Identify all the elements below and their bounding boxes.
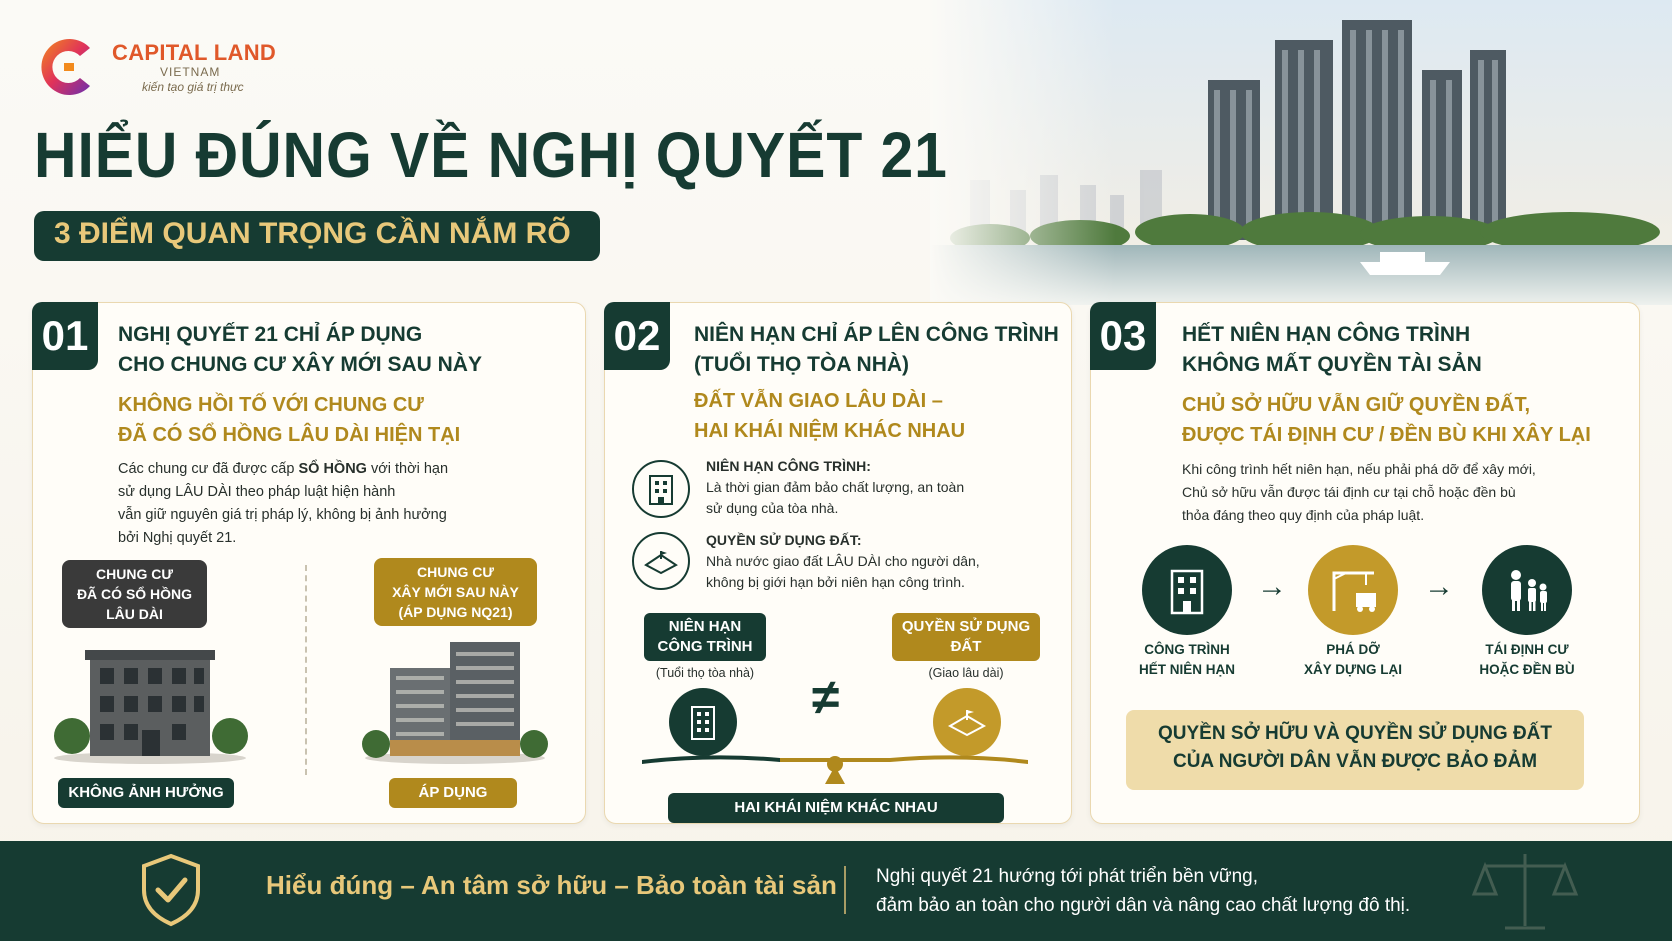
not-affected-label: KHÔNG ẢNH HƯỞNG <box>58 778 234 808</box>
definition-construction: NIÊN HẠN CÔNG TRÌNH: Là thời gian đảm bảo chất lượng, an toàn sử dụng của tòa nhà. <box>706 458 965 516</box>
new-building-icon <box>360 632 550 764</box>
step-resettle-caption: TÁI ĐỊNH CƯ HOẶC ĐỀN BÙ <box>1479 642 1575 677</box>
brand-tagline: kiến tạo giá trị thực <box>142 80 244 94</box>
applied-label: ÁP DỤNG <box>389 778 517 808</box>
two-concepts-label: HAI KHÁI NIỆM KHÁC NHAU <box>668 793 1004 823</box>
crane-icon <box>1308 545 1398 635</box>
new-apartment-tag: CHUNG CƯ XÂY MỚI SAU NÀY (ÁP DỤNG NQ21) <box>374 558 537 626</box>
hero-cityscape-image <box>930 0 1672 305</box>
old-building-icon <box>50 636 250 764</box>
card-1-number: 01 <box>32 302 98 370</box>
card-2-highlight: ĐẤT VẪN GIAO LÂU DÀI – HAI KHÁI NIỆM KHÁC NHAU <box>694 390 966 442</box>
arrow-icon: → <box>1424 570 1454 603</box>
card-2-number: 02 <box>604 302 670 370</box>
footer-slogan: Hiểu đúng – An tâm sở hữu – Bảo toàn tài sản <box>266 870 837 900</box>
page-title: HIỂU ĐÚNG VỀ NGHỊ QUYẾT 21 <box>34 119 948 191</box>
land-use-note: (Giao lâu dài) <box>928 666 1004 680</box>
existing-apartment-tag: CHUNG CƯ ĐÃ CÓ SỔ HỒNG LÂU DÀI <box>62 560 207 628</box>
footer-text: Nghị quyết 21 hướng tới phát triển bền vững, đảm bảo an toàn cho người dân và nâng cao chất lượng đô thị. <box>876 866 1411 916</box>
brand-country: VIETNAM <box>160 65 221 79</box>
step-expired-caption: CÔNG TRÌNH HẾT NIÊN HẠN <box>1138 642 1235 677</box>
card-2-heading: NIÊN HẠN CHỈ ÁP LÊN CÔNG TRÌNH (TUỔI THỌ TÒA NHÀ) <box>694 323 1059 376</box>
step-rebuild-caption: PHÁ DỠ XÂY DỰNG LẠI <box>1304 642 1402 677</box>
card-3-heading: HẾT NIÊN HẠN CÔNG TRÌNH KHÔNG MẤT QUYỀN TÀI SẢN <box>1182 323 1482 376</box>
construction-term-note: (Tuổi thọ tòa nhà) <box>655 666 755 680</box>
footer-divider <box>844 866 846 914</box>
shield-check-icon <box>138 852 204 928</box>
balance-scale-icon <box>640 748 1030 784</box>
building-outline-icon <box>632 460 690 518</box>
building-icon <box>669 688 737 756</box>
ownership-guarantee-box: QUYỀN SỞ HỮU VÀ QUYỀN SỬ DỤNG ĐẤT CỦA NGƯỜI DÂN VẪN ĐƯỢC BẢO ĐẢM <box>1126 710 1584 790</box>
land-outline-icon <box>632 532 690 590</box>
expired-building-icon <box>1142 545 1232 635</box>
land-use-pill: QUYỀN SỬ DỤNG ĐẤT <box>892 613 1040 661</box>
definition-land-use: QUYỀN SỬ DỤNG ĐẤT: Nhà nước giao đất LÂU DÀI cho người dân, không bị giới hạn bởi niên hạn công trình. <box>706 532 980 590</box>
card-3-number: 03 <box>1090 302 1156 370</box>
scale-of-justice-icon <box>1470 848 1580 936</box>
card-1-highlight: KHÔNG HỒI TỐ VỚI CHUNG CƯ ĐÃ CÓ SỔ HỒNG LÂU DÀI HIỆN TẠI <box>118 394 461 446</box>
card-1-heading: NGHỊ QUYẾT 21 CHỈ ÁP DỤNG CHO CHUNG CƯ XÂY MỚI SAU NÀY <box>118 323 482 376</box>
brand-name: CAPITAL LAND <box>112 40 277 65</box>
arrow-icon: → <box>1257 570 1287 603</box>
not-equal-sign: ≠ <box>812 669 840 725</box>
card-3-body: Khi công trình hết niên hạn, nếu phải phá dỡ để xây mới, Chủ sở hữu vẫn được tái định cư tại chỗ hoặc đền bù thỏa đáng theo quy định của pháp luật. <box>1182 461 1536 523</box>
card-3-highlight: CHỦ SỞ HỮU VẪN GIỮ QUYỀN ĐẤT, ĐƯỢC TÁI ĐỊNH CƯ / ĐỀN BÙ KHI XÂY LẠI <box>1182 394 1591 446</box>
construction-term-pill: NIÊN HẠN CÔNG TRÌNH <box>644 613 766 661</box>
card-1-body: Các chung cư đã được cấp SỔ HỒNG với thời hạn sử dụng LÂU DÀI theo pháp luật hiện hành vẫn giữ nguyên giá trị pháp lý, không bị ảnh hưởng bởi Nghị quyết 21. <box>118 461 449 546</box>
land-icon <box>933 688 1001 756</box>
family-icon <box>1482 545 1572 635</box>
card-1-divider <box>305 565 307 775</box>
brand-logo-icon <box>34 34 100 100</box>
page-subtitle: 3 ĐIỂM QUAN TRỌNG CẦN NẮM RÕ <box>34 211 600 261</box>
